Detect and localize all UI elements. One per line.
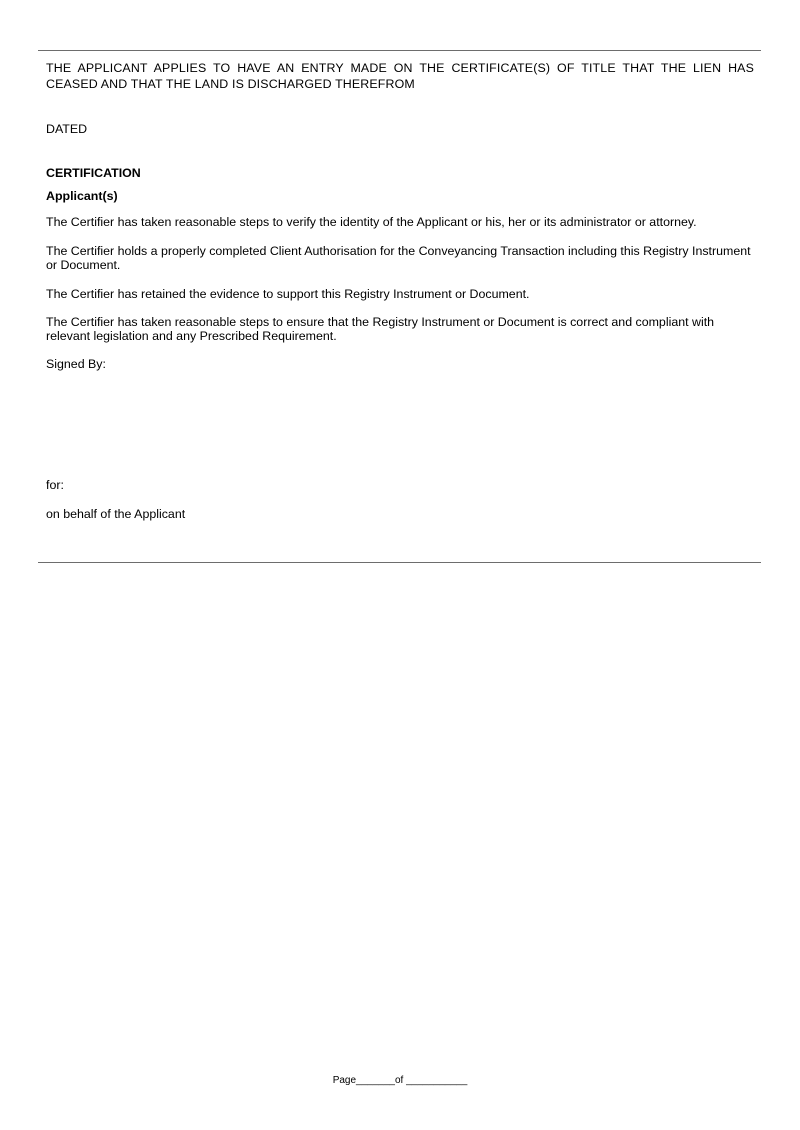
certification-heading: CERTIFICATION (46, 166, 141, 180)
applicants-subheading: Applicant(s) (46, 189, 118, 203)
certification-paragraph-authorisation: The Certifier holds a properly completed Client Authorisation for the Conveyancing Transaction including this Registry Instrument or Document. (46, 244, 751, 272)
certification-paragraph-evidence: The Certifier has retained the evidence to support this Registry Instrument or Document. (46, 287, 530, 301)
top-divider (38, 50, 761, 51)
application-statement: THE APPLICANT APPLIES TO HAVE AN ENTRY MADE ON THE CERTIFICATE(S) OF TITLE THAT THE LIEN HAS CEASED AND THAT THE LAND IS DISCHARGED THEREFROM (46, 61, 754, 91)
certification-paragraph-compliance: The Certifier has taken reasonable steps to ensure that the Registry Instrument or Document is correct and compliant with relevant legislation and any Prescribed Requirement. (46, 315, 715, 343)
for-label: for: (46, 478, 64, 492)
bottom-divider (38, 562, 761, 563)
behalf-of-applicant-text: on behalf of the Applicant (46, 507, 186, 521)
dated-label: DATED (46, 122, 88, 136)
certification-paragraph-identity: The Certifier has taken reasonable steps to verify the identity of the Applicant or his, her or its administrator or attorney. (46, 215, 697, 229)
signed-by-label: Signed By: (46, 357, 106, 371)
page-number-footer: Page_______of ___________ (332, 1075, 468, 1086)
